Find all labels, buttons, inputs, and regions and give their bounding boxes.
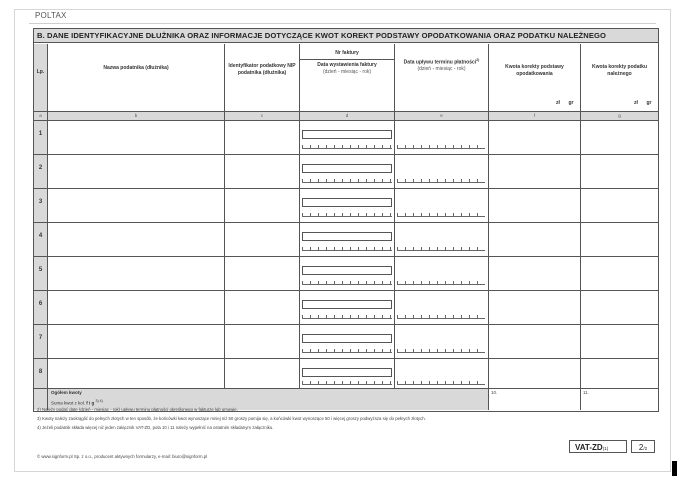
column-letter-a: a bbox=[39, 113, 42, 118]
col-divider-e bbox=[488, 44, 489, 410]
header-tax-amount: Kwota korekty podatku należnego bbox=[591, 64, 647, 77]
due-date-field[interactable] bbox=[397, 380, 485, 385]
row-number: 8 bbox=[38, 369, 43, 375]
column-letter-f: f bbox=[533, 113, 536, 118]
due-date-field[interactable] bbox=[397, 314, 485, 319]
header-divider bbox=[29, 23, 656, 24]
invoice-number-field[interactable] bbox=[302, 232, 392, 241]
header-lp: Lp. bbox=[36, 69, 45, 75]
invoice-date-field[interactable] bbox=[302, 178, 392, 183]
row-number: 7 bbox=[38, 335, 43, 341]
invoice-date-field[interactable] bbox=[302, 246, 392, 251]
invoice-number-field[interactable] bbox=[302, 300, 392, 309]
form-version: (1) bbox=[602, 446, 609, 451]
invoice-date-field[interactable] bbox=[302, 314, 392, 319]
due-date-field[interactable] bbox=[397, 280, 485, 285]
page-number-box bbox=[631, 440, 655, 453]
header-due-date bbox=[395, 57, 488, 73]
col-divider-d bbox=[394, 44, 395, 388]
invoice-number-field[interactable] bbox=[302, 368, 392, 377]
tax-zl-label: zł bbox=[634, 100, 638, 106]
base-zl-label: zł bbox=[556, 100, 560, 106]
footnote-4: 4) Jeżeli podatnik składa więcej niż jeden załącznik VAT-ZD, pola 10 i 11 należy wypełnić na ostatnim składanym załączniku. bbox=[37, 425, 274, 430]
due-date-field[interactable] bbox=[397, 144, 485, 149]
due-date-field[interactable] bbox=[397, 348, 485, 353]
invoice-header-divider bbox=[300, 59, 394, 60]
row-number: 5 bbox=[38, 267, 43, 273]
due-date-field[interactable] bbox=[397, 178, 485, 183]
producer-note: © www.signform.pl Sp. z o.o., producent aktywnych formularzy, e-mail: biuro@signform.pl bbox=[37, 454, 208, 459]
header-invoice-date-sub: (dzień - miesiąc - rok) bbox=[322, 68, 372, 75]
column-letter-c: c bbox=[260, 113, 264, 118]
footnote-3: 3) Kwoty należy zaokrąglić do pełnych złotych w ten sposób, że końcówki kwot wynoszące mniej niż 50 groszy pomija się, a końcówki kwot wynoszące 50 i więcej groszy podwyższa się do pełnych złotych. bbox=[37, 416, 426, 421]
brand-label: POLTAX bbox=[35, 11, 67, 20]
header-invoice-number: Nr faktury bbox=[335, 50, 359, 56]
invoice-date-field[interactable] bbox=[302, 144, 392, 149]
due-date-field[interactable] bbox=[397, 212, 485, 217]
tax-gr-label: gr bbox=[646, 100, 652, 106]
invoice-number-field[interactable] bbox=[302, 266, 392, 275]
column-letter-b: b bbox=[134, 113, 138, 118]
summary-title: Ogółem kwoty bbox=[51, 390, 82, 395]
invoice-date-field[interactable] bbox=[302, 380, 392, 385]
invoice-date-field[interactable] bbox=[302, 280, 392, 285]
row-number: 3 bbox=[38, 199, 43, 205]
footnote-2: 2) Należy podać datę (dzień - miesiąc - rok) upływu terminu płatności określonego w fakturze lub umowie. bbox=[37, 407, 238, 412]
row-number: 2 bbox=[38, 165, 43, 171]
row-divider bbox=[34, 154, 658, 155]
row-divider bbox=[34, 290, 658, 291]
row-divider bbox=[34, 222, 658, 223]
row-divider bbox=[34, 188, 658, 189]
header-base-amount: Kwota korekty podstawy opodatkowania bbox=[505, 64, 564, 77]
page-number: 2 bbox=[638, 443, 644, 452]
invoice-number-field[interactable] bbox=[302, 164, 392, 173]
page-suffix: /2 bbox=[643, 446, 648, 451]
row-number: 6 bbox=[38, 301, 43, 307]
form-page bbox=[14, 9, 671, 472]
due-date-field[interactable] bbox=[397, 246, 485, 251]
lp-column bbox=[34, 44, 47, 410]
section-title: B. DANE IDENTYFIKACYJNE DŁUŻNIKA ORAZ INFORMACJE DOTYCZĄCE KWOT KOREKT PODSTAWY OPODATKOWANIA ORAZ PODATKU NALEŻNEGO bbox=[34, 29, 658, 43]
col-divider-a bbox=[47, 44, 48, 410]
col-divider-f bbox=[580, 44, 581, 410]
header-invoice-date bbox=[300, 62, 394, 75]
summary-tax-field[interactable]: 11. bbox=[583, 390, 589, 395]
invoice-number-field[interactable] bbox=[302, 198, 392, 207]
scan-edge-mark bbox=[672, 461, 677, 476]
form-id-box bbox=[569, 440, 627, 453]
header-invoice-date-label: Data wystawienia faktury bbox=[317, 62, 377, 68]
summary-base-field[interactable]: 10. bbox=[491, 390, 498, 395]
header-name: Nazwa podatnika (dłużnika) bbox=[103, 65, 169, 71]
invoice-date-field[interactable] bbox=[302, 212, 392, 217]
form-id: VAT-ZD bbox=[575, 443, 603, 452]
column-letter-d: d bbox=[345, 113, 349, 118]
col-divider-c bbox=[299, 44, 300, 388]
invoice-number-field[interactable] bbox=[302, 334, 392, 343]
header-due-date-sub: (dzień - miesiąc - rok) bbox=[417, 66, 466, 73]
column-letter-g: g bbox=[618, 113, 621, 118]
invoice-number-field[interactable] bbox=[302, 130, 392, 139]
row-number: 4 bbox=[38, 233, 43, 239]
header-nip: Identyfikator podatkowy NIP podatnika (dłużnika) bbox=[228, 63, 296, 76]
base-gr-label: gr bbox=[568, 100, 574, 106]
row-divider bbox=[34, 324, 658, 325]
col-divider-b bbox=[224, 44, 225, 388]
row-divider bbox=[34, 256, 658, 257]
summary-line: Suma kwot z kol. f i g $^{3) 4)}$ bbox=[51, 399, 103, 406]
column-letter-e: e bbox=[440, 113, 443, 118]
invoice-date-field[interactable] bbox=[302, 348, 392, 353]
section-b-table bbox=[33, 28, 659, 412]
row-divider bbox=[34, 358, 658, 359]
column-letters-row bbox=[34, 111, 658, 121]
header-due-date-label: Data upływu terminu płatności$^{2)}$ bbox=[403, 58, 480, 66]
row-number: 1 bbox=[38, 131, 43, 137]
